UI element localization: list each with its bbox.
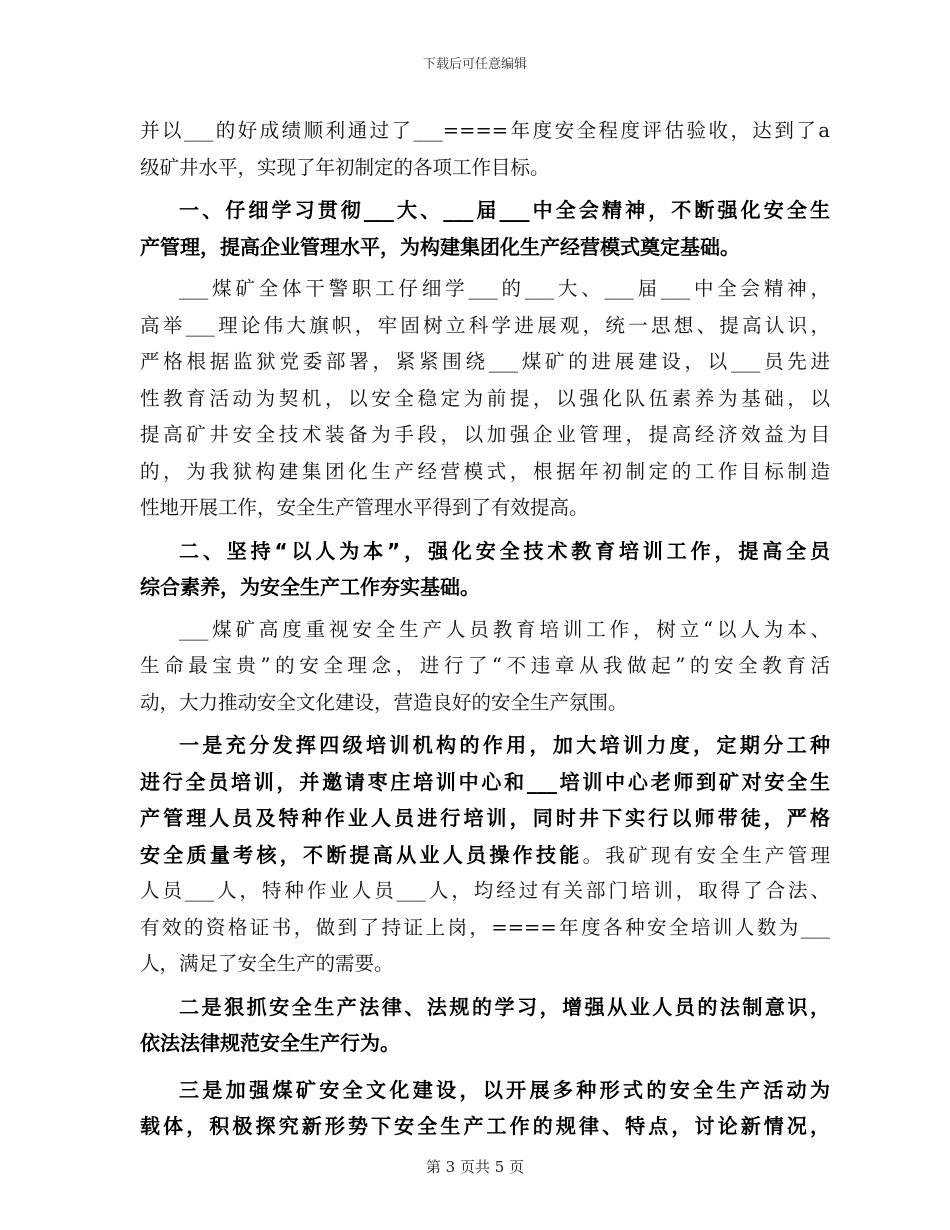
bold-text-line: 三是加强煤矿安全文化建设，以开展多种形式的安全生产活动为 — [179, 1077, 830, 1102]
section-heading-line: 综合素养，为安全生产工作夯实基础。 — [140, 575, 480, 599]
text-line: 人，满足了安全生产的需要。 — [140, 952, 394, 975]
text-line: 有效的资格证书，做到了持证上岗，====年度各种安全培训人数为___ — [140, 915, 830, 939]
page-footer: 第 3 页共 5 页 — [425, 1158, 525, 1176]
text-line: 高举___理论伟大旗帜，牢固树立科学进展观，统一思想、提高认识， — [140, 313, 830, 337]
bold-span: 安全质量考核，不断提高从业人员操作技能 — [140, 842, 583, 867]
body-content — [140, 113, 830, 1145]
text-line: ___煤矿高度重视安全生产人员教育培训工作，树立“以人为本、 — [179, 617, 830, 641]
bold-text-line: 进行全员培训，并邀请枣庄培训中心和___培训中心老师到矿对安全生 — [140, 769, 830, 794]
text-line: 级矿井水平，实现了年初制定的各项工作目标。 — [140, 155, 550, 179]
text-line: 动，大力推动安全文化建设，营造良好的安全生产氛围。 — [140, 690, 628, 714]
bold-text-line: 载体，积极探究新形势下安全生产工作的规律、特点，讨论新情况， — [140, 1114, 830, 1138]
text-line: 严格根据监狱党委部署，紧紧围绕___煤矿的进展建设，以___员先进 — [140, 350, 830, 373]
mixed-text-line — [140, 837, 830, 874]
bold-text-line: 二是狠抓安全生产法律、法规的学习，增强从业人员的法制意识， — [179, 994, 830, 1019]
section-heading-line: 二、坚持“以人为本”，强化安全技术教育培训工作，提高全员 — [179, 538, 830, 563]
text-line: 性教育活动为契机，以安全稳定为前提，以强化队伍素养为基础，以 — [140, 386, 830, 410]
text-line: 提高矿井安全技术装备为手段，以加强企业管理，提高经济效益为目 — [140, 423, 830, 446]
section-heading-line: 产管理，提高企业管理水平，为构建集团化生产经营模式奠定基础。 — [140, 234, 740, 259]
normal-span: 。我矿现有安全生产管理 — [582, 843, 830, 867]
text-line: 的，为我狱构建集团化生产经营模式，根据年初制定的工作目标制造 — [140, 459, 830, 483]
text-line: 生命最宝贵”的安全理念，进行了“不违章从我做起”的安全教育活 — [140, 654, 830, 677]
text-line: ___煤矿全体干警职工仔细学___的___大、___届___中全会精神， — [179, 277, 830, 300]
text-line: 并以___的好成绩顺利通过了___====年度安全程度评估验收，达到了a — [140, 119, 830, 142]
section-heading-line: 一、仔细学习贯彻___大、___届___中全会精神，不断强化安全生 — [179, 198, 830, 222]
bold-text-line: 产管理人员及特种作业人员进行培训，同时井下实行以师带徒，严格 — [140, 806, 830, 830]
text-line: 人员___人，特种作业人员___人，均经过有关部门培训，取得了合法、 — [140, 879, 830, 902]
page-header: 下载后可任意编辑 — [422, 57, 527, 72]
bold-text-line: 一是充分发挥四级培训机构的作用，加大培训力度，定期分工种 — [179, 733, 830, 757]
bold-text-line: 依法法律规范安全生产行为。 — [140, 1031, 400, 1055]
text-line: 性地开展工作，安全生产管理水平得到了有效提高。 — [140, 496, 589, 519]
